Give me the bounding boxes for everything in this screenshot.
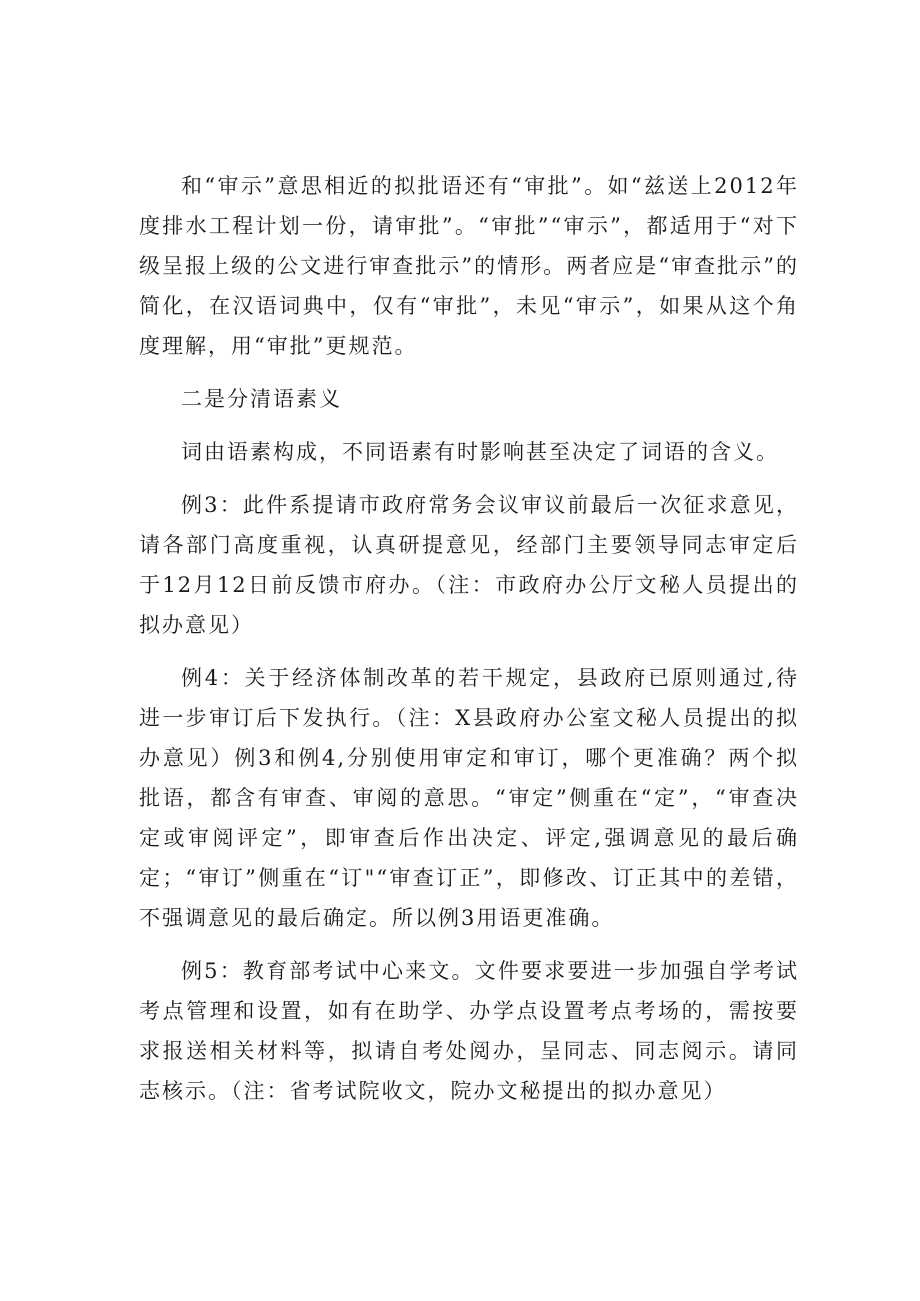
document-body <box>139 166 799 1111</box>
section-heading: 二是分清语素义 <box>181 387 342 411</box>
paragraph-example-4: 例4：关于经济体制改革的若干规定，县政府已原则通过,待进一步审订后下发执行。（注：X县政府办公室文秘人员提出的拟办意见）例3和例4,分别使用审定和审订，哪个更准确？两个拟批语，都含有审查、审阅的意思。“审定”侧重在“定”，“审查决定或审阅评定”，即审查后作出决定、评定,强调意见的最后确定；“审订”侧重在“订"“审查订正”，即修改、订正其中的差错，不强调意见的最后确定。所以例3用语更准确。 <box>139 666 799 930</box>
paragraph-morpheme: 词由语素构成，不同语素有时影响甚至决定了词语的含义。 <box>181 440 779 464</box>
paragraph-example-3: 例3：此件系提请市政府常务会议审议前最后一次征求意见，请各部门高度重视，认真研提意见，经部门主要领导同志审定后于12月12日前反馈市府办。（注：市政府办公厅文秘人员提出的拟办意见） <box>139 493 799 637</box>
paragraph-shenpi: 和“审示”意思相近的拟批语还有“审批”。如“兹送上2012年度排水工程计划一份，请审批”。“审批”“审示”，都适用于“对下级呈报上级的公文进行审查批示”的情形。两者应是“审查批示”的简化，在汉语词典中，仅有“审批”，未见“审示”，如果从这个角度理解，用“审批”更规范。 <box>139 174 799 358</box>
paragraph-example-5: 例5：教育部考试中心来文。文件要求要进一步加强自学考试考点管理和设置，如有在助学、办学点设置考点考场的，需按要求报送相关材料等，拟请自考处阅办，呈同志、同志阅示。请同志核示。（注：省考试院收文，院办文秘提出的拟办意见） <box>139 959 799 1103</box>
